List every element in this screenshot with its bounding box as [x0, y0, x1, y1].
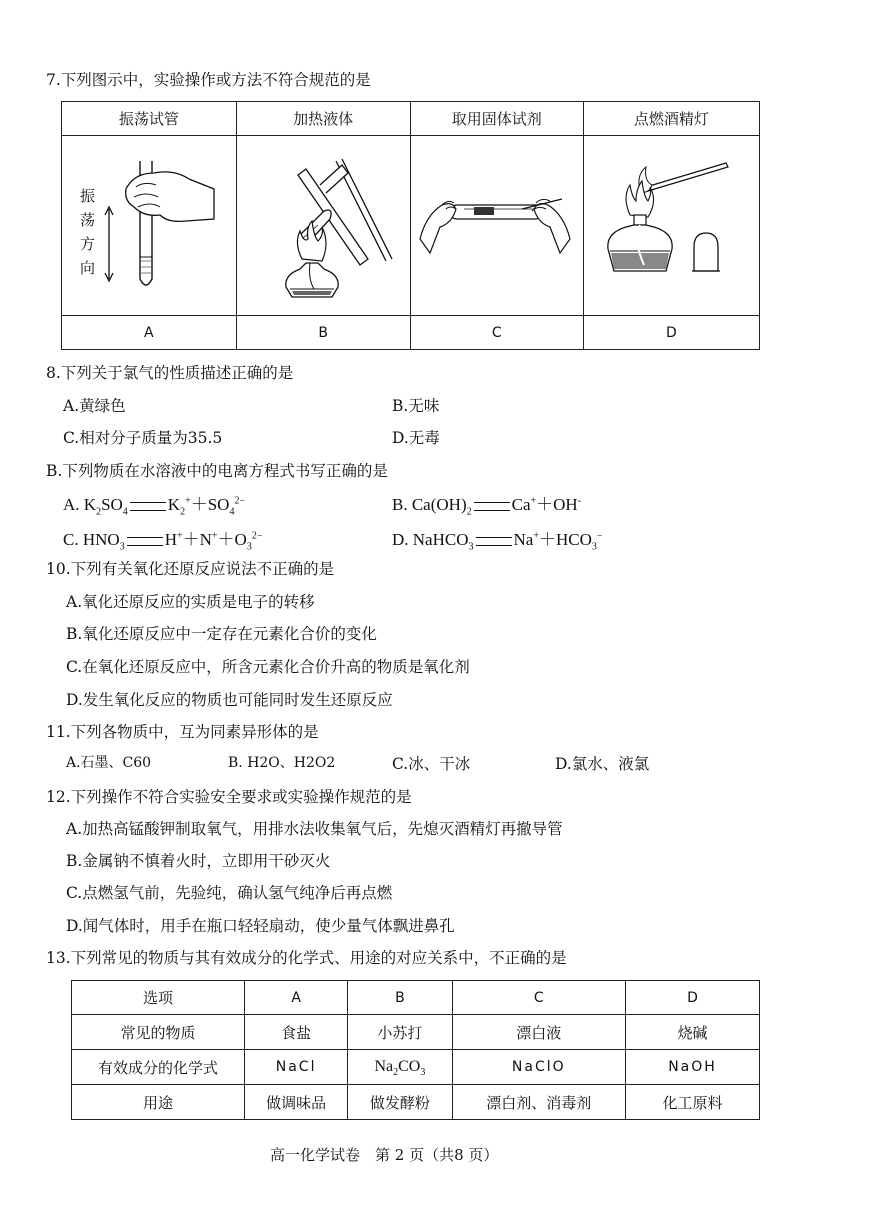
q7-option-b: B [236, 316, 410, 350]
q9-stem: B.下列物质在水溶液中的电离方程式书写正确的是 [46, 462, 388, 480]
q7-header-a: 振荡试管 [62, 102, 237, 136]
q10-option-a: A.氧化还原反应的实质是电子的转移 [66, 593, 315, 611]
q13-cell-substance-d: 烧碱 [626, 1015, 760, 1050]
q13-cell-use-d: 化工原料 [626, 1085, 760, 1120]
q8-option-b: B.无味 [392, 397, 440, 415]
q13-cell-header-b: B [348, 981, 452, 1015]
shake-test-tube-illustration [64, 139, 234, 309]
q11-option-b: B. H2O、H2O2 [228, 755, 336, 771]
q13-stem: 13.下列常见的物质与其有效成分的化学式、用途的对应关系中，不正确的是 [46, 949, 567, 967]
shake-label-4: 向 [79, 258, 95, 277]
page-footer: 高一化学试卷 第 2 页（共8 页） [270, 1146, 499, 1164]
q8-option-d: D.无毒 [392, 429, 440, 447]
q13-cell-use-c: 漂白剂、消毒剂 [452, 1085, 625, 1120]
q13-table [71, 980, 760, 1120]
q13-cell-formula-label: 有效成分的化学式 [72, 1050, 245, 1085]
q8-option-c: C.相对分子质量为35.5 [63, 429, 223, 447]
q12-stem: 12.下列操作不符合实验安全要求或实验操作规范的是 [46, 788, 412, 806]
q13-cell-formula-a: NaCl [245, 1050, 348, 1085]
q7-image-heat-liquid [236, 136, 410, 316]
q8-stem: 8.下列关于氯气的性质描述正确的是 [46, 364, 294, 382]
take-solid-illustration [412, 139, 582, 309]
q13-cell-use-label: 用途 [72, 1085, 245, 1120]
q11-option-a: A.石墨、C60 [66, 755, 152, 771]
light-alcohol-lamp-illustration [586, 139, 756, 309]
q11-option-c: C.冰、干冰 [392, 755, 471, 773]
q12-option-a: A.加热高锰酸钾制取氧气，用排水法收集氧气后，先熄灭酒精灯再撤导管 [66, 820, 563, 838]
q10-stem: 10.下列有关氧化还原反应说法不正确的是 [46, 560, 335, 578]
q10-option-c: C.在氧化还原反应中，所含元素化合价升高的物质是氧化剂 [66, 658, 470, 676]
q10-option-b: B.氧化还原反应中一定存在元素化合价的变化 [66, 625, 377, 643]
heat-liquid-illustration [238, 139, 408, 309]
q7-header-d: 点燃酒精灯 [583, 102, 759, 136]
q7-figure-table [61, 101, 760, 350]
q11-stem: 11.下列各物质中，互为同素异形体的是 [46, 723, 319, 741]
q12-option-d: D.闻气体时，用手在瓶口轻轻扇动，使少量气体飘进鼻孔 [66, 917, 455, 935]
q9-option-d: D. NaHCO$_3$ $Na^++HCO_3^-$ [392, 530, 603, 553]
q8-option-a: A.黄绿色 [63, 397, 126, 415]
q12-option-c: C.点燃氢气前，先验纯，确认氢气纯净后再点燃 [66, 884, 393, 902]
q13-cell-header-a: A [245, 981, 348, 1015]
q13-cell-formula-c: NaClO [452, 1050, 625, 1085]
shake-label-1: 振 [79, 186, 95, 205]
q13-cell-substance-c: 漂白液 [452, 1015, 625, 1050]
q9-option-c: C. $HNO_3$ $H^++N^++O_3^{2-}$ [63, 530, 263, 553]
q12-option-b: B.金属钠不慎着火时，立即用干砂灭火 [66, 852, 331, 870]
q7-stem: 7.下列图示中，实验操作或方法不符合规范的是 [46, 71, 371, 89]
shake-label-2: 荡 [79, 210, 95, 229]
q7-header-b: 加热液体 [236, 102, 410, 136]
q7-option-c: C [410, 316, 583, 350]
q13-cell-header-label: 选项 [72, 981, 245, 1015]
q13-cell-header-c: C [452, 981, 625, 1015]
q7-image-shake-tube [62, 136, 237, 316]
shake-label-3: 方 [79, 234, 95, 253]
q13-cell-substance-label: 常见的物质 [72, 1015, 245, 1050]
q9-option-a: A. $K_2SO_4$ $K_2^++SO_4^{2-}$ [63, 495, 246, 518]
q7-image-take-solid [410, 136, 583, 316]
q7-option-d: D [583, 316, 759, 350]
q7-image-light-lamp [583, 136, 759, 316]
q7-header-c: 取用固体试剂 [410, 102, 583, 136]
q13-cell-use-a: 做调味品 [245, 1085, 348, 1120]
q13-cell-formula-d: NaOH [626, 1050, 760, 1085]
q13-cell-header-d: D [626, 981, 760, 1015]
q7-option-a: A [62, 316, 237, 350]
q10-option-d: D.发生氧化反应的物质也可能同时发生还原反应 [66, 691, 393, 709]
q13-cell-use-b: 做发酵粉 [348, 1085, 452, 1120]
q13-cell-substance-a: 食盐 [245, 1015, 348, 1050]
q11-option-d: D.氯水、液氯 [555, 755, 650, 773]
q13-cell-substance-b: 小苏打 [348, 1015, 452, 1050]
q9-option-b: B. $Ca(OH)_2$ Ca+＋OH- [392, 495, 582, 518]
q13-cell-formula-b: $Na_2CO_3$ [348, 1050, 452, 1085]
